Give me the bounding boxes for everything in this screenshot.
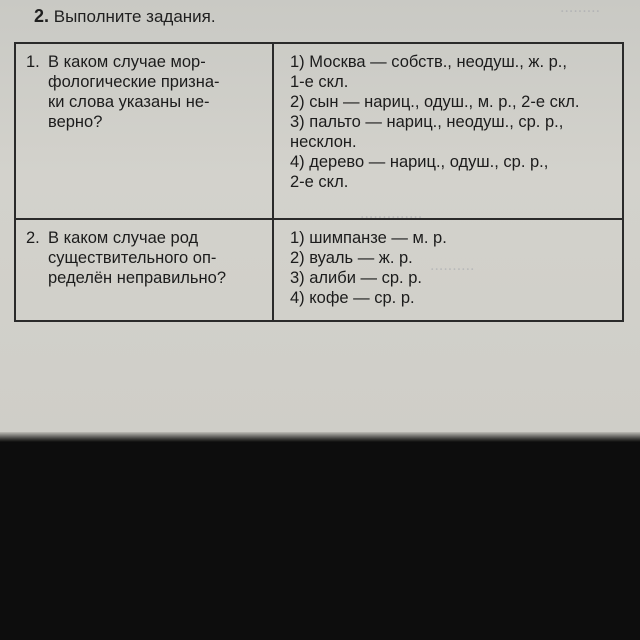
task-row xyxy=(15,43,623,219)
answer-option: 3) пальто — нариц., неодуш., ср. р., несклон. xyxy=(290,113,564,151)
exercise-title: Выполните задания. xyxy=(53,7,216,26)
tasks-table xyxy=(14,42,624,322)
question-number: 1. xyxy=(26,53,40,71)
answer-option: 1) Москва — собств., неодуш., ж. р., 1-е скл. xyxy=(290,53,567,91)
exercise-heading xyxy=(34,6,216,27)
answer-option: 4) дерево — нариц., одуш., ср. р., 2-е скл. xyxy=(290,153,549,191)
question xyxy=(26,52,264,132)
page-edge xyxy=(0,432,640,442)
answer-option: 2) сын — нариц., одуш., м. р., 2-е скл. xyxy=(290,93,580,111)
answers-cell xyxy=(273,219,623,321)
bleed-through-text: ·········· xyxy=(430,262,475,278)
answer-option: 1) шимпанзе — м. р. xyxy=(290,229,447,247)
answer-option: 3) алиби — ср. р. xyxy=(290,269,422,287)
question-cell xyxy=(15,43,273,219)
task-row xyxy=(15,219,623,321)
bleed-through-text: ·············· xyxy=(360,210,423,226)
question-number: 2. xyxy=(26,229,40,247)
question xyxy=(26,228,264,288)
bleed-through-text: ········· xyxy=(560,4,601,20)
answer-option: 4) кофе — ср. р. xyxy=(290,289,415,307)
question-cell xyxy=(15,219,273,321)
answers-cell xyxy=(273,43,623,219)
answer-option: 2) вуаль — ж. р. xyxy=(290,249,413,267)
question-text: В каком случае мор- фологические призна- ки слова указаны не- верно? xyxy=(48,53,220,131)
exercise-number: 2. xyxy=(34,6,50,26)
question-text: В каком случае род существительного оп- ределён неправильно? xyxy=(48,229,226,287)
